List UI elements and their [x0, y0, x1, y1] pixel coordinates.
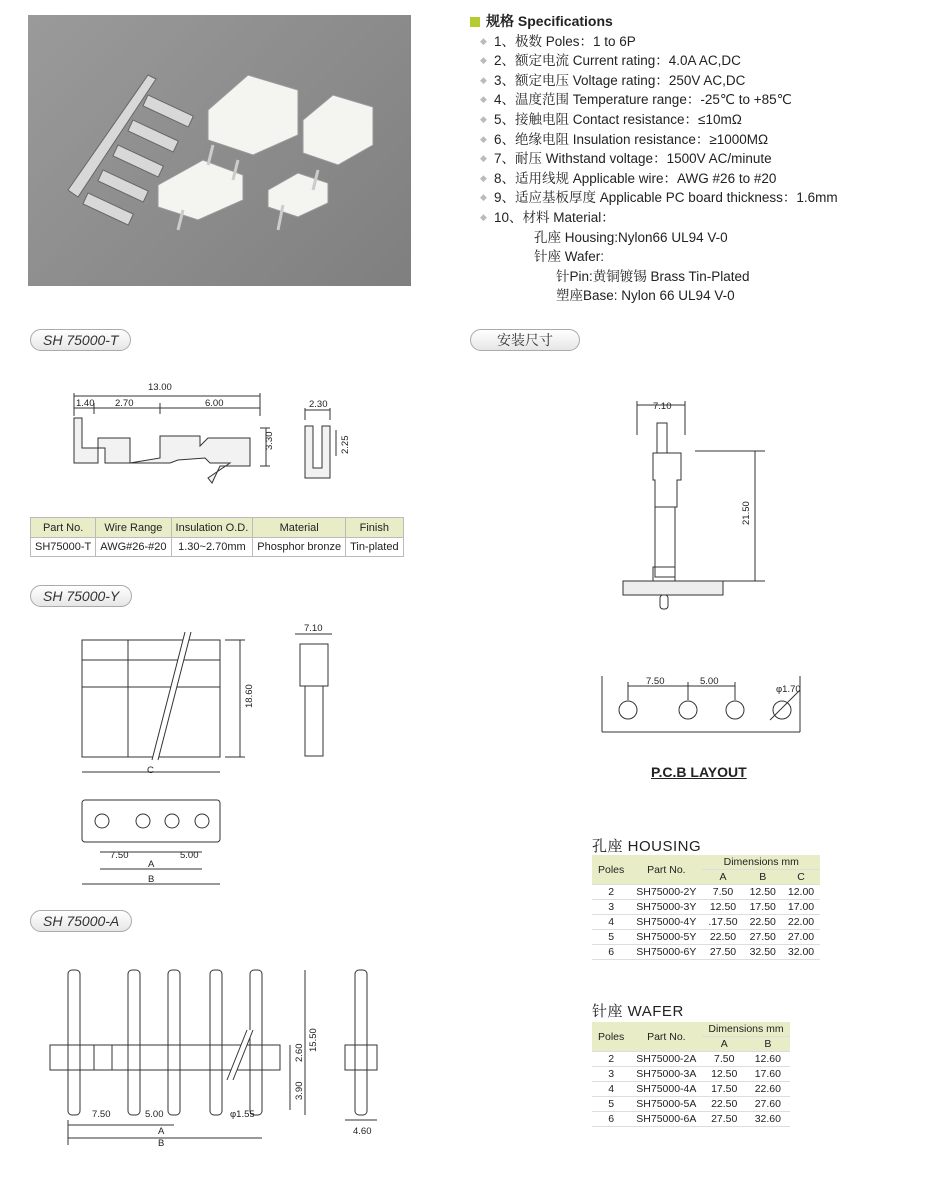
col-header: Dimensions mm	[702, 855, 820, 870]
dim-label: 5.00	[180, 850, 199, 861]
table-cell: 2	[592, 1052, 630, 1067]
table-cell: 12.60	[746, 1052, 790, 1067]
diamond-icon: ◆	[480, 153, 487, 164]
table-cell: 4	[592, 1082, 630, 1097]
table-cell: SH75000-3Y	[630, 900, 702, 915]
housing-title: 孔座 HOUSING	[592, 838, 702, 855]
table-cell: 27.50	[702, 1112, 746, 1127]
spec-item: 1、极数 Poles：1 to 6P	[494, 33, 636, 49]
table-cell: 4	[592, 915, 630, 930]
table-cell: SH75000-3A	[630, 1067, 702, 1082]
diamond-icon: ◆	[480, 133, 487, 144]
dim-label: 6.00	[205, 398, 224, 409]
table-row	[592, 1097, 790, 1112]
table-cell: SH75000-4Y	[630, 915, 702, 930]
table-cell: Phosphor bronze	[253, 538, 346, 557]
table-cell: Tin-plated	[346, 538, 404, 557]
table-cell: SH75000-6Y	[630, 945, 702, 960]
spec-item: 5、接触电阻 Contact resistance：≤10mΩ	[494, 111, 742, 127]
dim-label: φ1.55	[230, 1109, 255, 1120]
dim-label: C	[147, 765, 154, 776]
table-cell: 6	[592, 945, 630, 960]
table-cell: 22.50	[702, 930, 743, 945]
diamond-icon: ◆	[480, 55, 487, 66]
table-cell: SH75000-2A	[630, 1052, 702, 1067]
table-cell: 3	[592, 1067, 630, 1082]
dim-label: 5.00	[145, 1109, 164, 1120]
section-label-a: SH 75000-A	[30, 910, 132, 932]
col-header: Part No.	[630, 1022, 702, 1052]
dim-label: B	[158, 1138, 165, 1149]
col-header: Poles	[592, 855, 630, 885]
material-housing: 孔座 Housing:Nylon66 UL94 V-0	[534, 229, 728, 245]
diamond-icon: ◆	[480, 192, 487, 203]
dim-label: 7.10	[653, 401, 672, 412]
dim-label: 7.50	[646, 676, 665, 687]
dim-label: 3.90	[294, 1081, 305, 1100]
table-cell: 7.50	[702, 1052, 746, 1067]
diamond-icon: ◆	[480, 113, 487, 124]
table-cell: 2	[592, 885, 630, 900]
col-header: Dimensions mm	[702, 1022, 789, 1037]
table-cell: 5	[592, 1097, 630, 1112]
table-cell: 32.50	[744, 945, 782, 960]
table-cell: 22.00	[782, 915, 820, 930]
bullet-square-icon	[470, 17, 480, 27]
table-row	[592, 1067, 790, 1082]
col-header: Poles	[592, 1022, 630, 1052]
diamond-icon: ◆	[480, 94, 487, 105]
table-cell: 27.00	[782, 930, 820, 945]
col-header: B	[746, 1037, 790, 1052]
table-row	[592, 900, 820, 915]
specs-title: 规格 Specifications	[486, 13, 613, 29]
wafer-table	[592, 1022, 790, 1127]
col-header: Finish	[346, 518, 404, 538]
dim-label: 7.10	[304, 623, 323, 634]
dim-label: 2.70	[115, 398, 134, 409]
col-header: Part No.	[630, 855, 702, 885]
dim-label: A	[158, 1126, 165, 1137]
table-row	[592, 885, 820, 900]
section-label-t: SH 75000-T	[30, 329, 131, 351]
table-cell: SH75000-6A	[630, 1112, 702, 1127]
col-header: Material	[253, 518, 346, 538]
diamond-icon: ◆	[480, 172, 487, 183]
table-cell: 27.50	[744, 930, 782, 945]
table-row	[592, 915, 820, 930]
dim-label: 7.50	[110, 850, 129, 861]
dim-label: 3.30	[264, 431, 275, 450]
table-cell: 27.50	[702, 945, 743, 960]
table-cell: 12.50	[702, 900, 743, 915]
table-cell: 17.00	[782, 900, 820, 915]
col-header: Part No.	[31, 518, 96, 538]
table-cell: 5	[592, 930, 630, 945]
table-cell: 22.60	[746, 1082, 790, 1097]
table-cell: 17.50	[744, 900, 782, 915]
diamond-icon: ◆	[480, 35, 487, 46]
material-pin: 针Pin:黄铜镀锡 Brass Tin-Plated	[556, 268, 750, 284]
table-cell: 12.50	[744, 885, 782, 900]
spec-item: 10、材料 Material：	[494, 209, 615, 225]
dim-label: 5.00	[700, 676, 719, 687]
table-row	[592, 930, 820, 945]
table-row	[592, 1082, 790, 1097]
terminal-drawing	[60, 378, 370, 493]
dim-label: B	[148, 874, 155, 885]
col-header: Insulation O.D.	[171, 518, 253, 538]
table-cell: SH75000-5A	[630, 1097, 702, 1112]
dim-label: 13.00	[148, 382, 172, 393]
table-cell: 7.50	[702, 885, 743, 900]
table-cell: 27.60	[746, 1097, 790, 1112]
connector-illustration	[28, 15, 411, 286]
table-cell: 6	[592, 1112, 630, 1127]
product-photo	[28, 15, 411, 286]
dim-label: 2.25	[340, 435, 351, 454]
install-drawing	[615, 395, 795, 625]
housing-table	[592, 855, 820, 960]
table-cell: AWG#26-#20	[96, 538, 171, 557]
section-label-y: SH 75000-Y	[30, 585, 132, 607]
table-cell: SH75000-5Y	[630, 930, 702, 945]
table-cell: 22.50	[702, 1097, 746, 1112]
table-cell: 3	[592, 900, 630, 915]
table-cell: 12.00	[782, 885, 820, 900]
col-header: Wire Range	[96, 518, 171, 538]
col-header: C	[782, 870, 820, 885]
wafer-title: 针座 WAFER	[592, 1003, 684, 1020]
material-base: 塑座Base: Nylon 66 UL94 V-0	[556, 288, 735, 304]
material-wafer: 针座 Wafer:	[534, 249, 605, 265]
table-row	[592, 1052, 790, 1067]
spec-item: 8、适用线规 Applicable wire：AWG #26 to #20	[494, 170, 777, 186]
table-cell: 17.50	[702, 1082, 746, 1097]
table-cell: .17.50	[702, 915, 743, 930]
table-row	[592, 945, 820, 960]
spec-item: 6、绝缘电阻 Insulation resistance：≥1000MΩ	[494, 131, 769, 147]
table-cell: SH75000-2Y	[630, 885, 702, 900]
col-header: A	[702, 1037, 746, 1052]
dim-label: 2.60	[294, 1043, 305, 1062]
table-row	[592, 1112, 790, 1127]
col-header: B	[744, 870, 782, 885]
diamond-icon: ◆	[480, 211, 487, 222]
diamond-icon: ◆	[480, 74, 487, 85]
dim-label: 21.50	[741, 501, 752, 525]
dim-label: 2.30	[309, 399, 328, 410]
housing-drawing	[60, 622, 380, 892]
spec-item: 7、耐压 Withstand voltage：1500V AC/minute	[494, 151, 772, 167]
specifications	[470, 12, 910, 306]
table-cell: 12.50	[702, 1067, 746, 1082]
terminal-table	[30, 517, 404, 557]
col-header: A	[702, 870, 743, 885]
wafer-drawing	[40, 960, 390, 1150]
pcb-layout-title: P.C.B LAYOUT	[651, 764, 747, 780]
dim-label: 7.50	[92, 1109, 111, 1120]
spec-item: 2、额定电流 Current rating：4.0A AC,DC	[494, 53, 741, 69]
table-cell: 17.60	[746, 1067, 790, 1082]
dim-label: 1.40	[76, 398, 95, 409]
spec-item: 9、适应基板厚度 Applicable PC board thickness：1.6mm	[494, 190, 838, 206]
table-cell: 32.60	[746, 1112, 790, 1127]
dim-label: 4.60	[353, 1126, 372, 1137]
dim-label: A	[148, 859, 155, 870]
dim-label: 15.50	[308, 1028, 319, 1052]
dim-label: 18.60	[244, 684, 255, 708]
spec-item: 4、温度范围 Temperature range：-25℃ to +85℃	[494, 92, 792, 108]
table-cell: SH75000-4A	[630, 1082, 702, 1097]
table-cell: 32.00	[782, 945, 820, 960]
table-cell: 1.30~2.70mm	[171, 538, 253, 557]
section-label-install: 安装尺寸	[470, 329, 580, 351]
spec-item: 3、额定电压 Voltage rating：250V AC,DC	[494, 72, 746, 88]
table-cell: SH75000-T	[31, 538, 96, 557]
table-cell: 22.50	[744, 915, 782, 930]
dim-label: φ1.70	[776, 684, 801, 695]
pcb-layout-drawing	[600, 672, 810, 742]
